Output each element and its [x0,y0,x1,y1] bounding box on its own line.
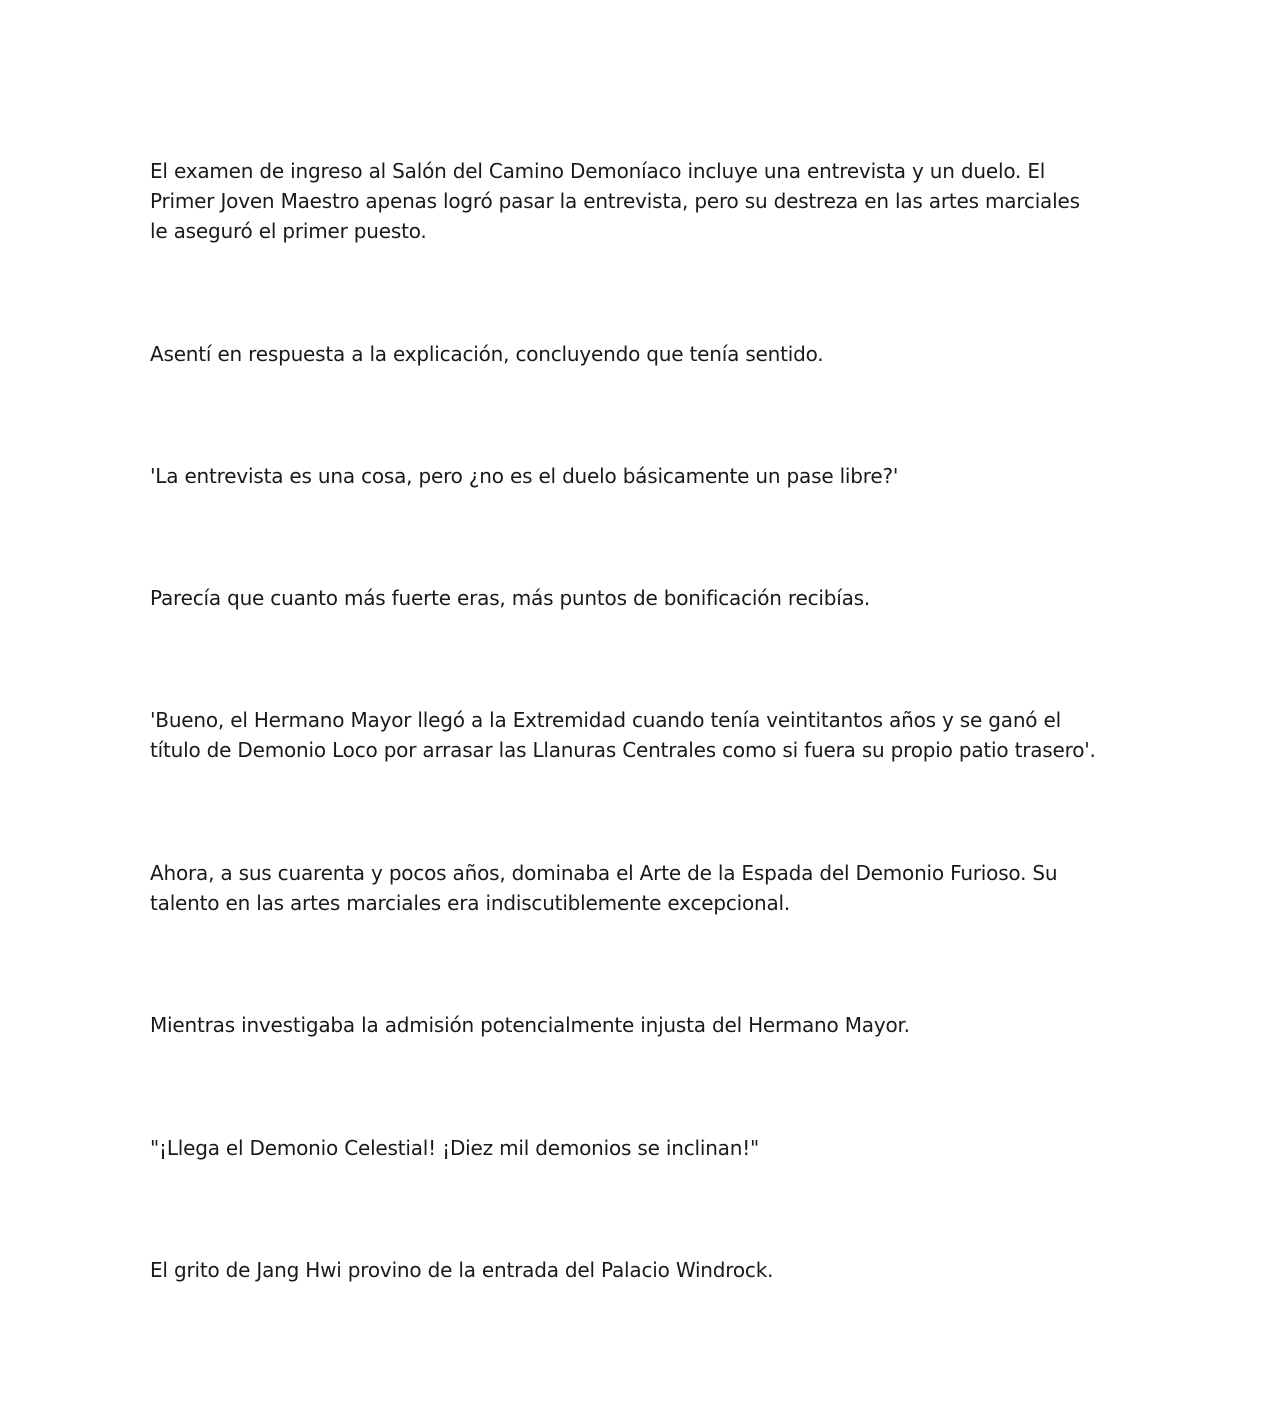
paragraph-7 [150,1010,1140,1040]
text-line: Primer Joven Maestro apenas logró pasar la entrevista, pero su destreza en las artes marciales [150,189,1080,213]
paragraph-2 [150,339,1140,369]
text-line: El grito de Jang Hwi provino de la entrada del Palacio Windrock. [150,1258,774,1282]
text-line: Asentí en respuesta a la explicación, concluyendo que tenía sentido. [150,342,824,366]
paragraph-3 [150,461,1140,491]
paragraph-1 [150,156,1140,246]
text-line: "¡Llega el Demonio Celestial! ¡Diez mil demonios se inclinan!" [150,1136,760,1160]
text-line: El examen de ingreso al Salón del Camino Demoníaco incluye una entrevista y un duelo. El [150,159,1046,183]
text-line: Mientras investigaba la admisión potencialmente injusta del Hermano Mayor. [150,1013,910,1037]
text-line: 'La entrevista es una cosa, pero ¿no es el duelo básicamente un pase libre?' [150,464,899,488]
text-line: le aseguró el primer puesto. [150,219,427,243]
paragraph-4 [150,583,1140,613]
paragraph-5 [150,705,1140,765]
paragraph-9 [150,1255,1140,1285]
text-line: Parecía que cuanto más fuerte eras, más puntos de bonificación recibías. [150,586,871,610]
text-line: Ahora, a sus cuarenta y pocos años, dominaba el Arte de la Espada del Demonio Furioso. Su [150,861,1058,885]
text-line: título de Demonio Loco por arrasar las Llanuras Centrales como si fuera su propio patio trasero'. [150,738,1096,762]
paragraph-6 [150,858,1140,918]
paragraph-8 [150,1133,1140,1163]
text-line: talento en las artes marciales era indiscutiblemente excepcional. [150,891,791,915]
text-line: 'Bueno, el Hermano Mayor llegó a la Extremidad cuando tenía veintitantos años y se ganó el [150,708,1061,732]
